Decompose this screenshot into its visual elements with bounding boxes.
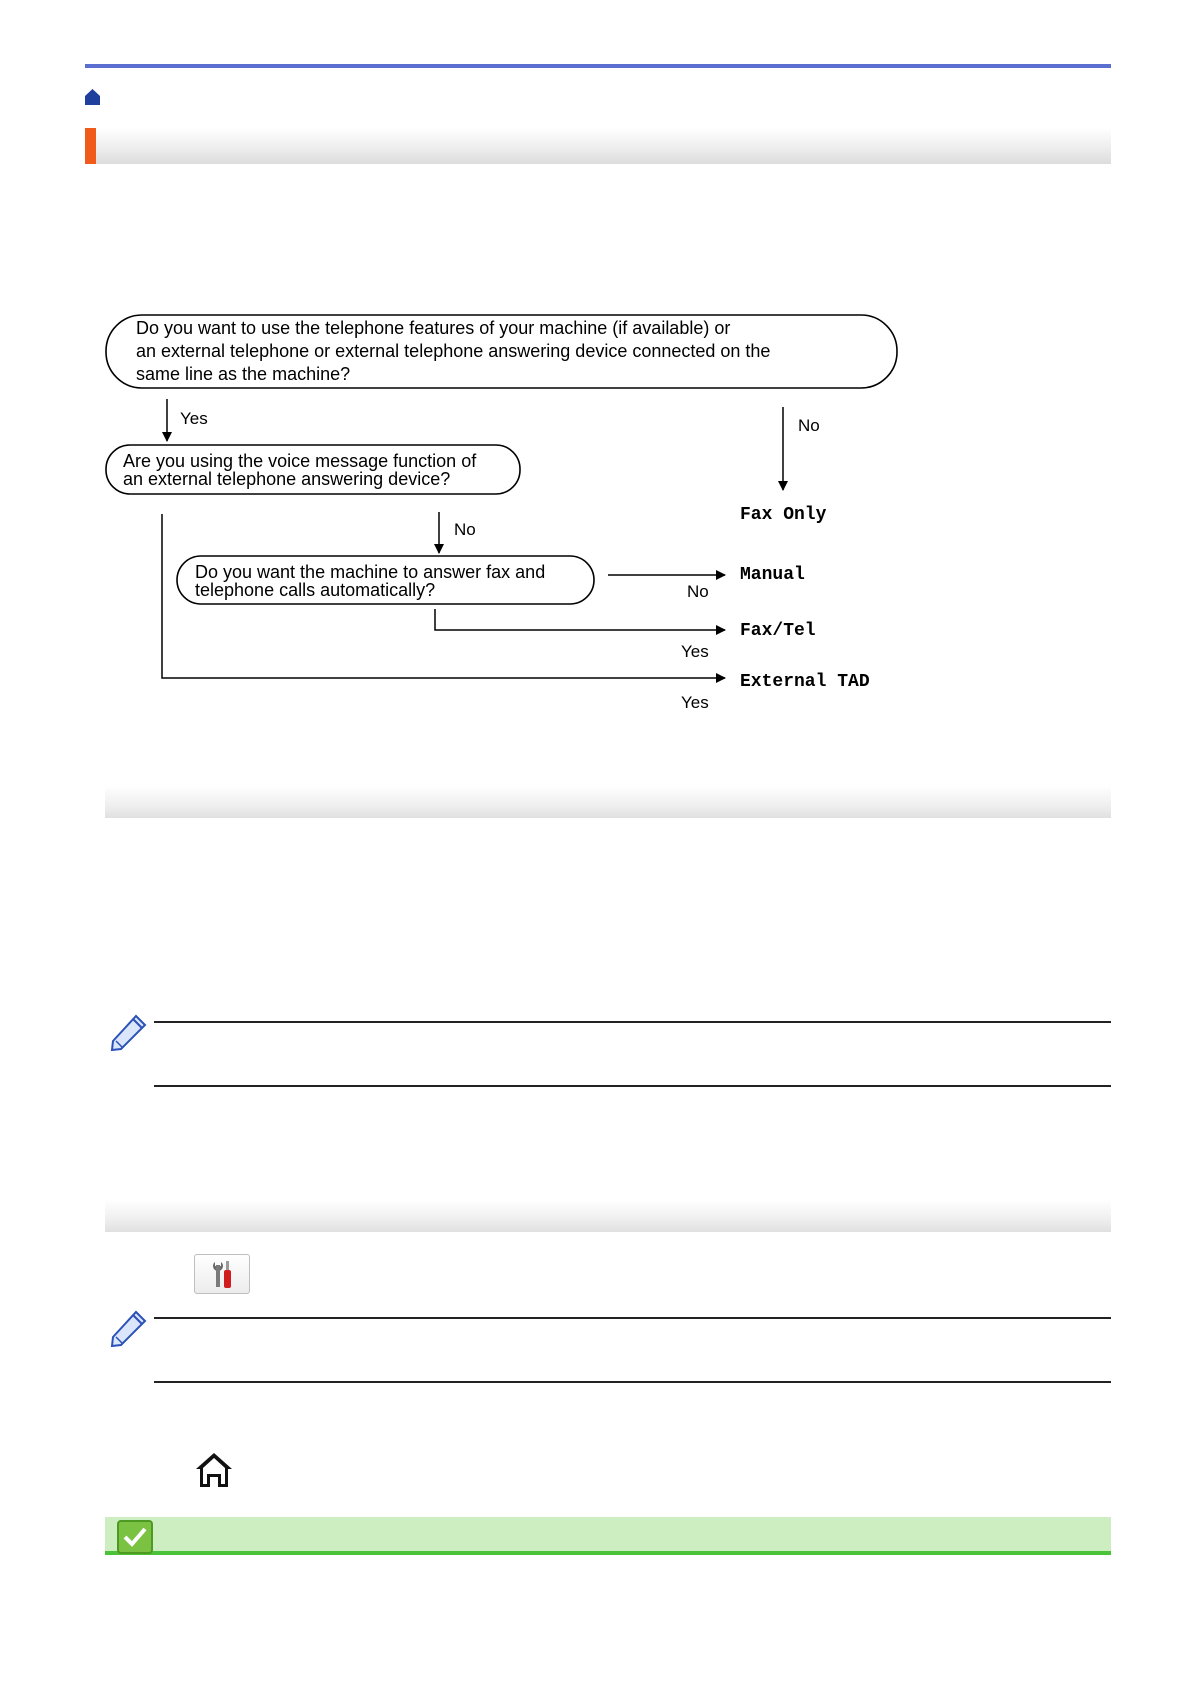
question-1-line1: Do you want to use the telephone features of your machine (if available) or [136,318,731,338]
section-heading-bar [105,1200,1111,1232]
checkmark-icon [117,1520,153,1554]
question-2-line1: Are you using the voice message function of [123,451,477,471]
note-top-rule [154,1317,1111,1319]
note-bottom-rule [154,1085,1111,1087]
q3-no-label: No [687,582,709,601]
settings-tools-icon[interactable] [194,1254,250,1294]
related-info-bar [105,1517,1111,1551]
question-3-line2: telephone calls automatically? [195,580,436,600]
mode-external-tad: External TAD [740,672,870,692]
question-1-line2: an external telephone or external telephone answering device connected on the [136,341,771,361]
pencil-icon [108,1309,148,1349]
q3-yes-arrow [435,609,725,630]
section-heading-bar [105,786,1111,818]
question-3-line1: Do you want the machine to answer fax and [195,562,546,582]
q3-yes-label: Yes [681,642,709,661]
q1-no-label: No [798,416,820,435]
receive-mode-flowchart [0,0,1191,760]
q2-no-label: No [454,520,476,539]
related-info-rule [105,1551,1111,1555]
mode-fax-tel: Fax/Tel [740,621,816,641]
note-top-rule [154,1021,1111,1023]
question-2-line2: an external telephone answering device? [123,469,451,489]
q1-yes-label: Yes [180,409,208,428]
home-button-icon[interactable] [194,1450,234,1490]
mode-manual: Manual [740,565,805,585]
note-bottom-rule [154,1381,1111,1383]
q2-yes-label: Yes [681,693,709,712]
mode-fax-only: Fax Only [740,505,827,525]
question-1-line3: same line as the machine? [136,364,351,384]
pencil-icon [108,1013,148,1053]
